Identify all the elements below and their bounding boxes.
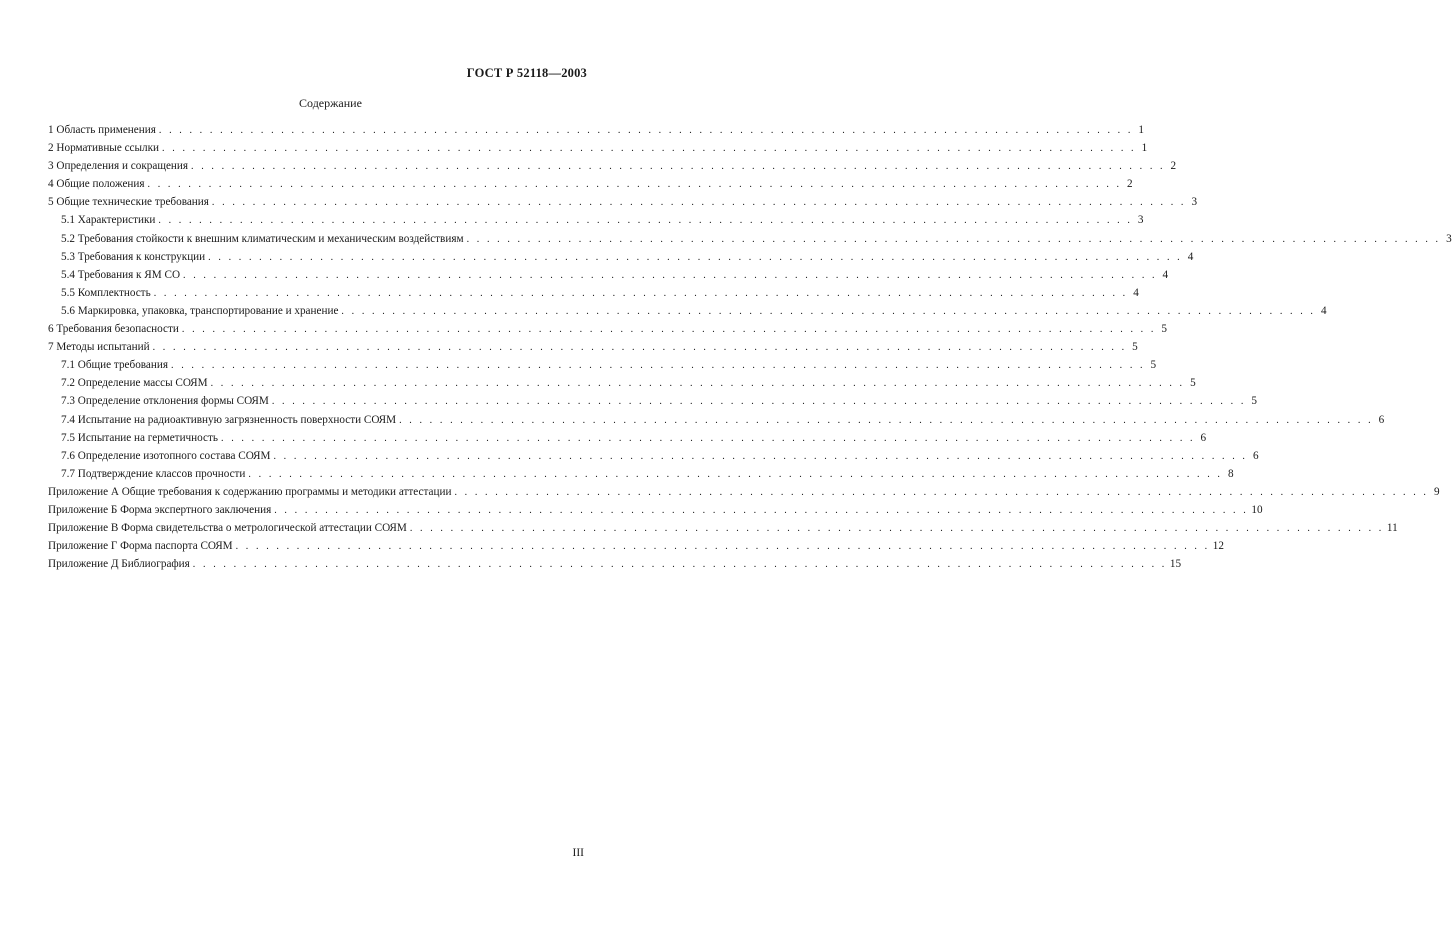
toc-entry[interactable] (48, 483, 1440, 501)
toc-leader-dots (148, 176, 1122, 194)
toc-entry-page: 10 (1251, 503, 1263, 516)
toc-entry-page: 6 (1200, 431, 1207, 444)
toc-leader-dots (211, 375, 1185, 393)
toc-leader-dots (208, 249, 1182, 267)
toc-entry-label: 1 Область применения (48, 124, 156, 136)
toc-leader-dots (162, 140, 1136, 158)
toc-entry-label: Приложение Г Форма паспорта СОЯМ (48, 540, 233, 553)
toc-entry-label: 7 Методы испытаний (48, 341, 150, 354)
toc-entry-label: 7.7 Подтверждение классов прочности (61, 467, 246, 480)
toc-entry[interactable] (48, 175, 1133, 193)
toc-leader-dots (193, 556, 1167, 574)
toc-entry-label: 7.1 Общие требования (61, 359, 169, 372)
toc-entry-label: 2 Нормативные ссылки (48, 142, 160, 155)
toc-entry-page: 4 (1133, 286, 1139, 299)
toc-leader-dots (399, 412, 1373, 430)
toc-leader-dots (341, 303, 1315, 321)
toc-leader-dots (236, 538, 1210, 556)
toc-entry-page: 2 (1127, 178, 1133, 191)
toc-entry-page: 6 (1378, 413, 1385, 426)
toc-entry[interactable] (48, 121, 1144, 139)
toc-leader-dots (274, 502, 1248, 520)
toc-leader-dots (154, 285, 1128, 303)
toc-entry-label: Приложение Д Библиография (48, 558, 190, 571)
toc-entry[interactable] (48, 302, 1327, 320)
toc-leader-dots (159, 122, 1133, 140)
toc-title: Содержание (299, 96, 362, 110)
toc-entry[interactable] (48, 248, 1194, 266)
toc-entry-page: 5 (1132, 341, 1138, 354)
toc-entry-label: 5.3 Требования к конструкции (61, 250, 206, 263)
toc-leader-dots (248, 466, 1222, 484)
toc-entry-page: 4 (1187, 250, 1194, 263)
toc-entry[interactable] (48, 266, 1169, 284)
toc-leader-dots (454, 484, 1428, 502)
toc-entry[interactable] (48, 537, 1224, 555)
toc-entry-label: 5.5 Комплектность (61, 286, 151, 299)
toc-entry-page: 8 (1227, 467, 1234, 480)
toc-leader-dots (221, 430, 1195, 448)
toc-entry-label: 7.6 Определение изотопного состава СОЯМ (61, 449, 271, 462)
toc-entry[interactable] (48, 392, 1257, 410)
toc-entry-label: 7.2 Определение массы СОЯМ (61, 377, 208, 390)
toc-entry[interactable] (48, 338, 1138, 356)
toc-leader-dots (171, 357, 1145, 375)
toc-entry-label: 3 Определения и сокращения (48, 160, 189, 173)
toc-entry-page: 15 (1169, 558, 1182, 571)
toc-entry-page: 1 (1141, 142, 1148, 155)
toc-leader-dots (191, 158, 1165, 176)
toc-entry-label: Приложение Б Форма экспертного заключения (48, 503, 272, 516)
toc-leader-dots (273, 448, 1247, 466)
toc-entry-page: 5 (1150, 359, 1157, 372)
toc-leader-dots (158, 212, 1132, 230)
toc-entry-page: 9 (1433, 485, 1440, 498)
toc-entry-label: 7.4 Испытание на радиоактивную загрязненность поверхности СОЯМ (61, 413, 397, 426)
toc-entry-label: 7.3 Определение отклонения формы СОЯМ (61, 395, 269, 408)
toc-leader-dots (467, 231, 1441, 249)
toc-entry-label: 4 Общие положения (48, 178, 145, 191)
toc-entry-page: 11 (1386, 522, 1398, 535)
toc-entry[interactable] (48, 211, 1144, 229)
toc-entry[interactable] (48, 193, 1198, 211)
toc-entry-page: 5 (1190, 377, 1196, 390)
toc-entry[interactable] (48, 374, 1196, 392)
toc-leader-dots (410, 520, 1384, 538)
table-of-contents (48, 121, 1452, 573)
toc-entry-page: 3 (1191, 196, 1198, 209)
toc-entry-label: 5.4 Требования к ЯМ СО (61, 268, 181, 281)
toc-entry-page: 3 (1137, 214, 1144, 227)
toc-entry-label: 6 Требования безопасности (48, 323, 179, 336)
toc-entry[interactable] (48, 411, 1385, 429)
toc-entry[interactable] (48, 519, 1398, 537)
toc-entry-label: 5.1 Характеристики (61, 214, 156, 227)
toc-leader-dots (153, 339, 1127, 357)
toc-entry-page: 4 (1162, 268, 1169, 281)
toc-entry-page: 5 (1161, 323, 1167, 336)
toc-entry[interactable] (48, 230, 1452, 248)
toc-entry[interactable] (48, 465, 1234, 483)
toc-leader-dots (183, 267, 1157, 285)
toc-entry-page: 4 (1320, 304, 1327, 317)
toc-entry[interactable] (48, 555, 1182, 573)
toc-entry[interactable] (48, 501, 1263, 519)
toc-entry-label: 5.2 Требования стойкости к внешним климатическим и механическим воздействиям (61, 232, 464, 245)
toc-entry[interactable] (48, 320, 1167, 338)
toc-entry[interactable] (48, 157, 1177, 175)
toc-entry-label: 7.5 Испытание на герметичность (61, 431, 219, 444)
toc-entry-label: Приложение А Общие требования к содержанию программы и методики аттестации (48, 485, 452, 498)
toc-entry-page: 12 (1212, 540, 1224, 553)
toc-entry[interactable] (48, 356, 1157, 374)
toc-leader-dots (272, 393, 1246, 411)
toc-entry-page: 1 (1138, 124, 1144, 136)
toc-entry-page: 2 (1170, 160, 1177, 173)
document-code: ГОСТ Р 52118—2003 (466, 66, 587, 80)
toc-entry[interactable] (48, 447, 1259, 465)
toc-entry-page: 5 (1251, 395, 1257, 408)
toc-leader-dots (212, 194, 1186, 212)
toc-leader-dots (182, 321, 1156, 339)
toc-entry-page: 6 (1252, 449, 1259, 462)
toc-entry[interactable] (48, 284, 1139, 302)
toc-entry-label: Приложение В Форма свидетельства о метрологической аттестации СОЯМ (48, 522, 407, 535)
toc-entry[interactable] (48, 139, 1148, 157)
toc-entry-label: 5 Общие технические требования (48, 196, 209, 209)
toc-entry-page: 3 (1446, 232, 1452, 245)
toc-entry[interactable] (48, 429, 1207, 447)
page-number: III (572, 847, 584, 859)
toc-entry-label: 5.6 Маркировка, упаковка, транспортирование и хранение (61, 304, 339, 317)
